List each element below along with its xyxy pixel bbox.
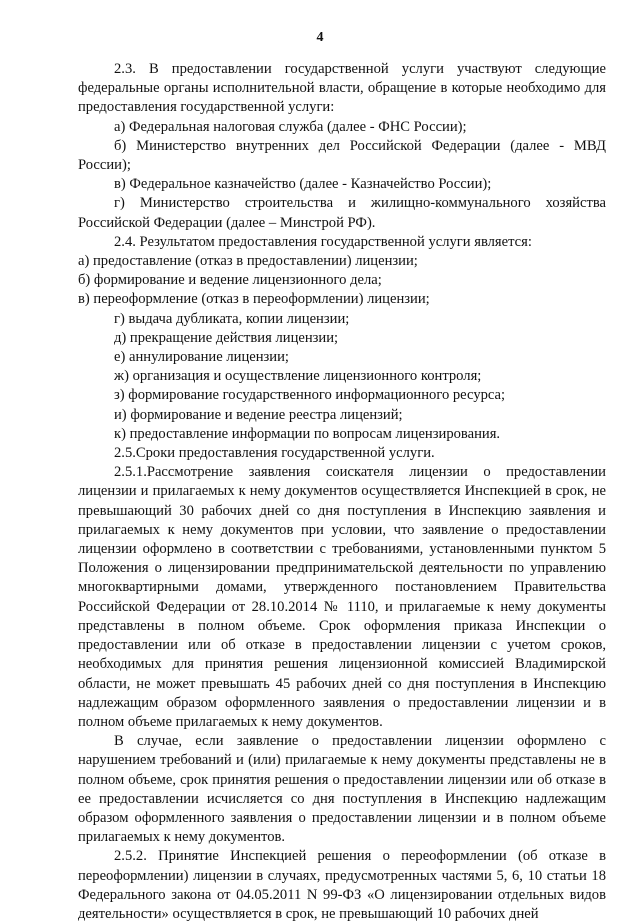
- page-number: 4: [316, 30, 324, 45]
- paragraph-2-5-1: 2.5.1.Рассмотрение заявления соискателя лицензии о предоставлении лицензии и прилагаемых к нему документов осуществляется Инспекцией в срок, не превышающий 30 рабочих дней со дня поступления в Инспекцию заявления и прилагаемых к нему документов при условии, что заявление о предоставлении лицензии оформлено в соответствии с требованиями, установленными пунктом 5 Положения о лицензировании предпринимательской деятельности по управлению многоквартирными домами, утвержденного постановлением Правительства Российской Федерации от 28.10.2014 № 1110, и прилагаемые к нему документы представлены в полном объеме. Срок оформления приказа Инспекции о предоставлении или об отказе в предоставлении лицензии с учетом сроков, необходимых для принятия решения лицензионной комиссией Владимирской области, не может превышать 45 рабочих дней со дня поступления в Инспекцию надлежащим образом оформленного заявления о предоставлении лицензии и в полном объеме прилагаемых к нему документов.: [78, 464, 606, 730]
- list-item: е) аннулирование лицензии;: [114, 349, 289, 366]
- list-item: а) Федеральная налоговая служба (далее - ФНС России);: [114, 118, 467, 135]
- list-item: б) формирование и ведение лицензионного дела;: [78, 272, 382, 289]
- list-item: и) формирование и ведение реестра лицензий;: [114, 406, 403, 423]
- list-item: в) переоформление (отказ в переоформлении) лицензии;: [78, 291, 430, 308]
- section-2-3-intro: 2.3. В предоставлении государственной услуги участвуют следующие федеральные органы исполнительной власти, обращение в которые необходимо для предоставления государственной услуги:: [78, 61, 606, 116]
- list-item: г) выдача дубликата, копии лицензии;: [114, 310, 350, 327]
- list-item: з) формирование государственного информационного ресурса;: [114, 387, 506, 404]
- list-item: д) прекращение действия лицензии;: [114, 329, 339, 346]
- list-item: ж) организация и осуществление лицензионного контроля;: [114, 368, 482, 385]
- list-item: б) Министерство внутренних дел Российской Федерации (далее - МВД России);: [78, 137, 606, 174]
- paragraph-case: В случае, если заявление о предоставлении лицензии оформлено с нарушением требований и (или) прилагаемые к нему документы представлены не в полном объеме, срок принятия решения о предоставлении лицензии или об отказе в ее предоставлении исчисляется со дня поступления в Инспекцию надлежащим образом оформленного заявления о предоставлении лицензии и в полном объеме прилагаемых к нему документов.: [78, 733, 606, 846]
- section-2-4-intro: 2.4. Результатом предоставления государственной услуги является:: [114, 233, 532, 250]
- section-2-5-heading: 2.5.Сроки предоставления государственной услуги.: [114, 445, 435, 462]
- list-item: к) предоставление информации по вопросам лицензирования.: [114, 425, 501, 442]
- list-item: г) Министерство строительства и жилищно-коммунального хозяйства Российской Федерации (далее – Минстрой РФ).: [78, 195, 606, 231]
- list-item: в) Федеральное казначейство (далее - Казначейство России);: [114, 176, 492, 193]
- list-item: а) предоставление (отказ в предоставлении) лицензии;: [78, 253, 418, 270]
- document-body: [78, 60, 606, 924]
- paragraph-2-5-2: 2.5.2. Принятие Инспекцией решения о переоформлении (об отказе в переоформлении) лицензии в случаях, предусмотренных частями 5, 6, 10 статьи 18 Федерального закона от 04.05.2011 N 99-ФЗ «О лицензировании отдельных видов деятельности» осуществляется в срок, не превышающий 10 рабочих дней: [78, 848, 606, 922]
